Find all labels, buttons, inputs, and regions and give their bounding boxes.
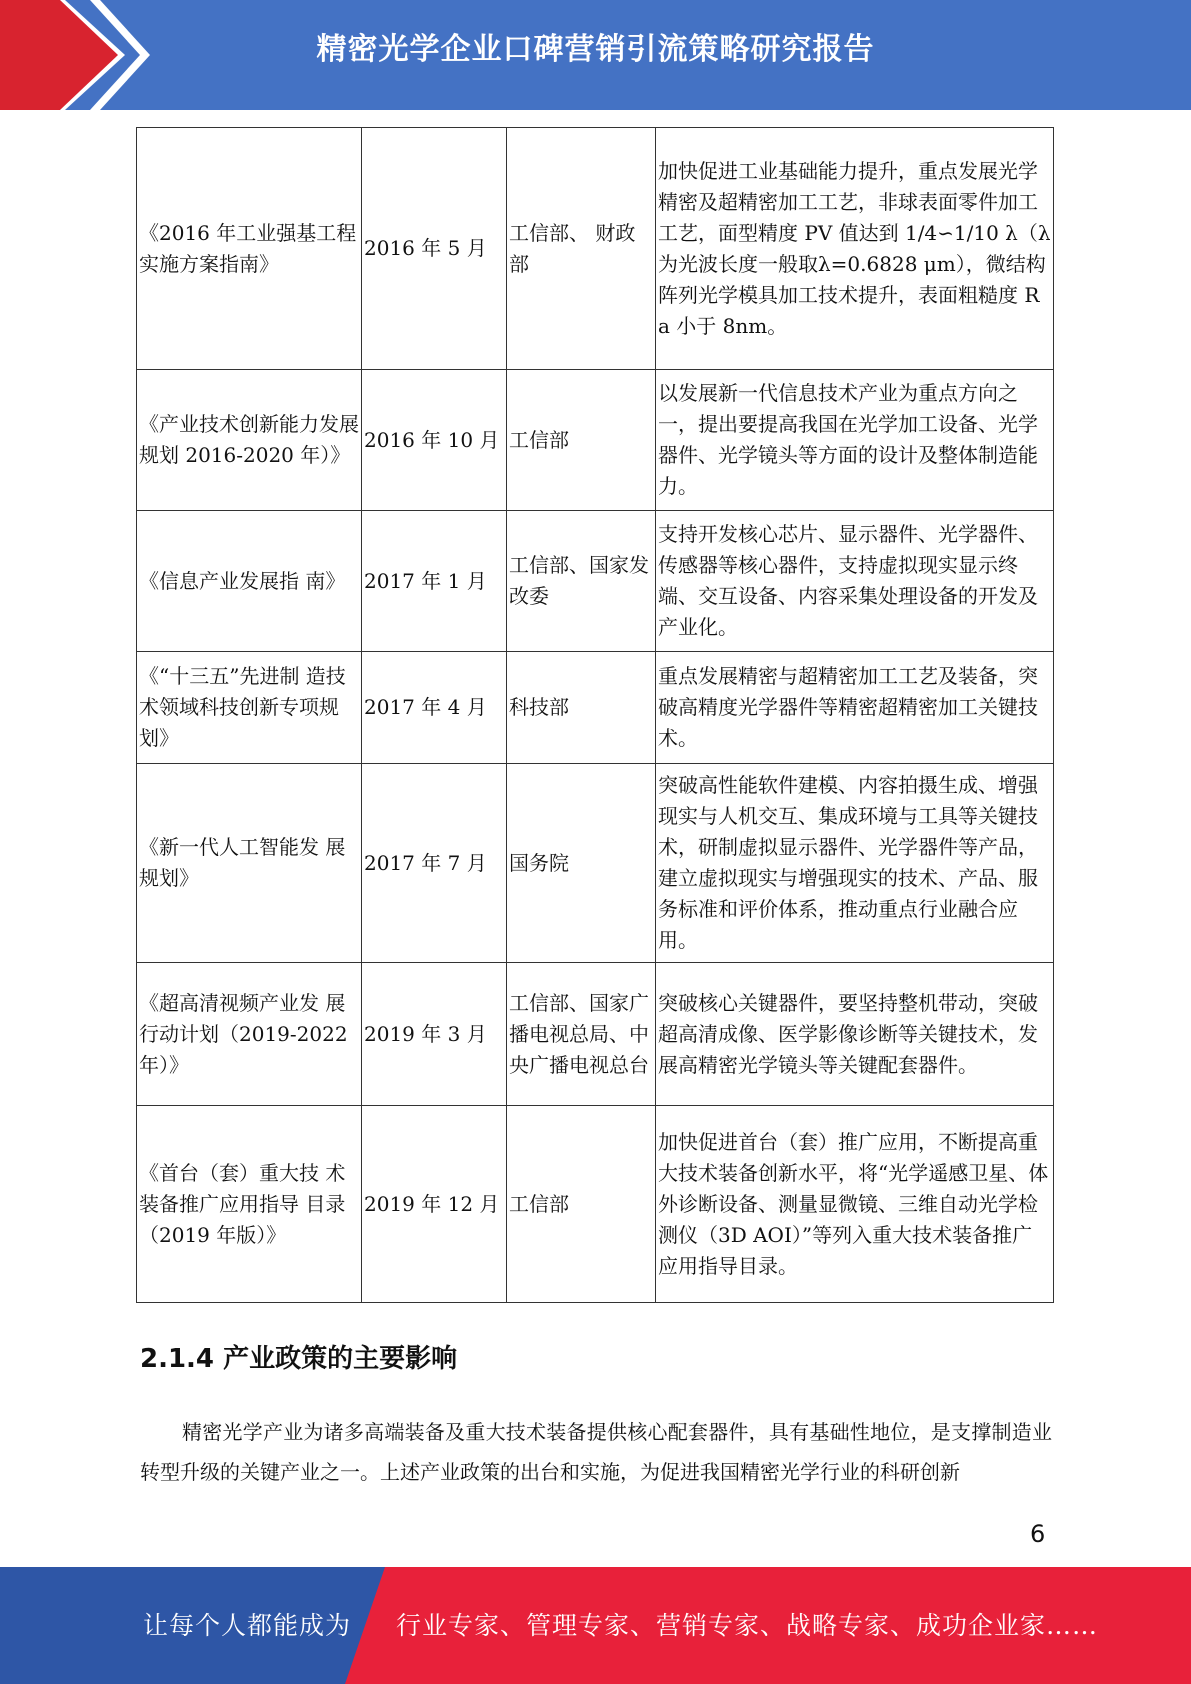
policy-table bbox=[136, 127, 1054, 1303]
table-row bbox=[137, 511, 1054, 652]
page-footer bbox=[0, 1567, 1191, 1684]
policy-content-cell: 以发展新一代信息技术产业为重点方向之一，提出要提高我国在光学加工设备、光学器件、光学镜头等方面的设计及整体制造能力。 bbox=[656, 370, 1054, 511]
policy-dept-cell: 科技部 bbox=[507, 652, 656, 764]
policy-dept-cell: 工信部 bbox=[507, 370, 656, 511]
policy-content-cell: 加快促进首台（套）推广应用，不断提高重大技术装备创新水平，将“光学遥感卫星、体外诊断设备、测量显微镜、三维自动光学检测仪（3D AOI）”等列入重大技术装备推广应用指导目录。 bbox=[656, 1106, 1054, 1303]
table-row bbox=[137, 963, 1054, 1106]
policy-date-cell: 2017 年 7 月 bbox=[362, 764, 507, 963]
policy-date-cell: 2016 年 10 月 bbox=[362, 370, 507, 511]
table-row bbox=[137, 128, 1054, 370]
policy-content-cell: 支持开发核心芯片、显示器件、光学器件、传感器等核心器件，支持虚拟现实显示终端、交互设备、内容采集处理设备的开发及产业化。 bbox=[656, 511, 1054, 652]
policy-content-cell: 重点发展精密与超精密加工工艺及装备，突破高精度光学器件等精密超精密加工关键技术。 bbox=[656, 652, 1054, 764]
policy-name-cell: 《首台（套）重大技 术装备推广应用指导 目录（2019 年版）》 bbox=[137, 1106, 362, 1303]
policy-date-cell: 2019 年 3 月 bbox=[362, 963, 507, 1106]
policy-content-cell: 突破高性能软件建模、内容拍摄生成、增强现实与人机交互、集成环境与工具等关键技术，研制虚拟显示器件、光学器件等产品，建立虚拟现实与增强现实的技术、产品、服务标准和评价体系，推动重点行业融合应用。 bbox=[656, 764, 1054, 963]
policy-name-cell: 《“十三五”先进制 造技术领域科技创新专项规划》 bbox=[137, 652, 362, 764]
page-header bbox=[0, 0, 1191, 110]
policy-date-cell: 2016 年 5 月 bbox=[362, 128, 507, 370]
policy-dept-cell: 国务院 bbox=[507, 764, 656, 963]
table-row bbox=[137, 764, 1054, 963]
policy-content-cell: 突破核心关键器件，要坚持整机带动，突破超高清成像、医学影像诊断等关键技术，发展高精密光学镜头等关键配套器件。 bbox=[656, 963, 1054, 1106]
policy-date-cell: 2017 年 1 月 bbox=[362, 511, 507, 652]
report-title: 精密光学企业口碑营销引流策略研究报告 bbox=[316, 32, 875, 67]
table-row bbox=[137, 652, 1054, 764]
policy-name-cell: 《新一代人工智能发 展规划》 bbox=[137, 764, 362, 963]
policy-content-cell: 加快促进工业基础能力提升，重点发展光学精密及超精密加工工艺，非球表面零件加工工艺，面型精度 PV 值达到 1/4∽1/10 λ（λ为光波长度一般取λ=0.6828 μm），微结构阵列光学模具加工技术提升，表面粗糙度 Ra 小于 8nm。 bbox=[656, 128, 1054, 370]
footer-slogan-left: 让每个人都能成为 bbox=[143, 1611, 352, 1640]
policy-name-cell: 《产业技术创新能力发展规划 2016-2020 年）》 bbox=[137, 370, 362, 511]
table-row bbox=[137, 370, 1054, 511]
table-row bbox=[137, 1106, 1054, 1303]
policy-name-cell: 《2016 年工业强基工程实施方案指南》 bbox=[137, 128, 362, 370]
section-heading: 2.1.4 产业政策的主要影响 bbox=[140, 1344, 458, 1374]
body-paragraph: 精密光学产业为诸多高端装备及重大技术装备提供核心配套器件，具有基础性地位，是支撑制造业转型升级的关键产业之一。上述产业政策的出台和实施，为促进我国精密光学行业的科研创新 bbox=[140, 1420, 1052, 1484]
policy-dept-cell: 工信部、国家发改委 bbox=[507, 511, 656, 652]
policy-dept-cell: 工信部、 财政部 bbox=[507, 128, 656, 370]
policy-name-cell: 《信息产业发展指 南》 bbox=[137, 511, 362, 652]
policy-dept-cell: 工信部、国家广播电视总局、中央广播电视总台 bbox=[507, 963, 656, 1106]
footer-slogan-right: 行业专家、管理专家、营销专家、战略专家、成功企业家…… bbox=[396, 1611, 1099, 1640]
policy-date-cell: 2019 年 12 月 bbox=[362, 1106, 507, 1303]
policy-date-cell: 2017 年 4 月 bbox=[362, 652, 507, 764]
policy-dept-cell: 工信部 bbox=[507, 1106, 656, 1303]
policy-name-cell: 《超高清视频产业发 展行动计划（2019-2022 年）》 bbox=[137, 963, 362, 1106]
page-number: 6 bbox=[1030, 1520, 1046, 1548]
